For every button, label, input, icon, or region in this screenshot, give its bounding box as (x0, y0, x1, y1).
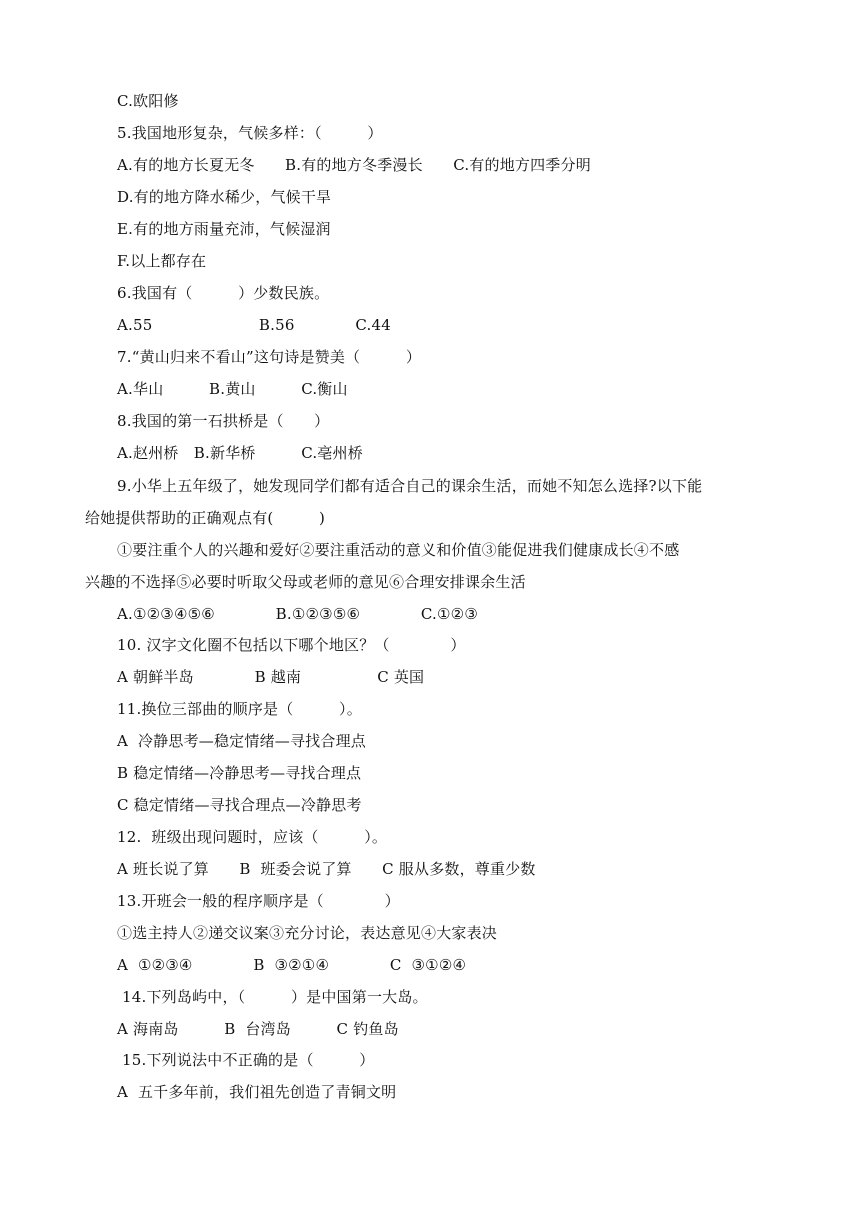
options-q5-abc: A.有的地方长夏无冬 B.有的地方冬季漫长 C.有的地方四季分明 (117, 156, 591, 174)
question-9-statements-line-1: ①要注重个人的兴趣和爱好②要注重活动的意义和价值③能促进我们健康成长④不感 (117, 541, 680, 559)
question-13-steps: ①选主持人②递交议案③充分讨论，表达意见④大家表决 (117, 924, 498, 942)
option-c-q11: C 稳定情绪—寻找合理点—冷静思考 (117, 796, 362, 814)
options-q9: A.①②③④⑤⑥ B.①②③⑤⑥ C.①②③ (117, 605, 478, 623)
question-14: 14.下列岛屿中，（ ）是中国第一大岛。 (122, 988, 428, 1006)
options-q14: A 海南岛 B 台湾岛 C 钓鱼岛 (117, 1020, 399, 1038)
question-12: 12. 班级出现问题时，应该（ ）。 (117, 828, 388, 846)
option-f-q5: F.以上都存在 (117, 252, 207, 270)
option-d-q5: D.有的地方降水稀少，气候干旱 (117, 188, 332, 206)
question-13: 13.开班会一般的程序顺序是（ ） (117, 892, 400, 910)
question-9-line-2: 给她提供帮助的正确观点有( ) (85, 509, 326, 527)
question-6: 6.我国有（ ）少数民族。 (117, 284, 330, 302)
options-q13: A ①②③④ B ③②①④ C ③①②④ (117, 956, 467, 974)
options-q12: A 班长说了算 B 班委会说了算 C 服从多数，尊重少数 (117, 860, 536, 878)
options-q7: A.华山 B.黄山 C.衡山 (117, 380, 348, 398)
option-c-q4: C.欧阳修 (117, 92, 179, 110)
option-a-q15: A 五千多年前，我们祖先创造了青铜文明 (117, 1083, 397, 1101)
question-11: 11.换位三部曲的顺序是（ ）。 (117, 700, 362, 718)
option-a-q11: A 冷静思考—稳定情绪—寻找合理点 (117, 732, 366, 750)
question-9-statements-line-2: 兴趣的不选择⑤必要时听取父母或老师的意见⑥合理安排课余生活 (85, 573, 526, 591)
question-8: 8.我国的第一石拱桥是（ ） (117, 412, 330, 430)
options-q10: A 朝鲜半岛 B 越南 C 英国 (117, 668, 425, 686)
question-10: 10. 汉字文化圈不包括以下哪个地区？（ ） (117, 636, 466, 654)
question-15: 15.下列说法中不正确的是（ ） (122, 1051, 375, 1069)
question-9-line-1: 9.小华上五年级了，她发现同学们都有适合自己的课余生活，而她不知怎么选择?以下能 (117, 477, 703, 495)
question-7: 7.“黄山归来不看山”这句诗是赞美（ ） (117, 348, 422, 366)
options-q6: A.55 B.56 C.44 (117, 316, 391, 334)
question-5: 5.我国地形复杂，气候多样：（ ） (117, 124, 383, 142)
option-e-q5: E.有的地方雨量充沛，气候湿润 (117, 220, 331, 238)
options-q8: A.赵州桥 B.新华桥 C.亳州桥 (117, 444, 363, 462)
option-b-q11: B 稳定情绪—冷静思考—寻找合理点 (117, 764, 362, 782)
